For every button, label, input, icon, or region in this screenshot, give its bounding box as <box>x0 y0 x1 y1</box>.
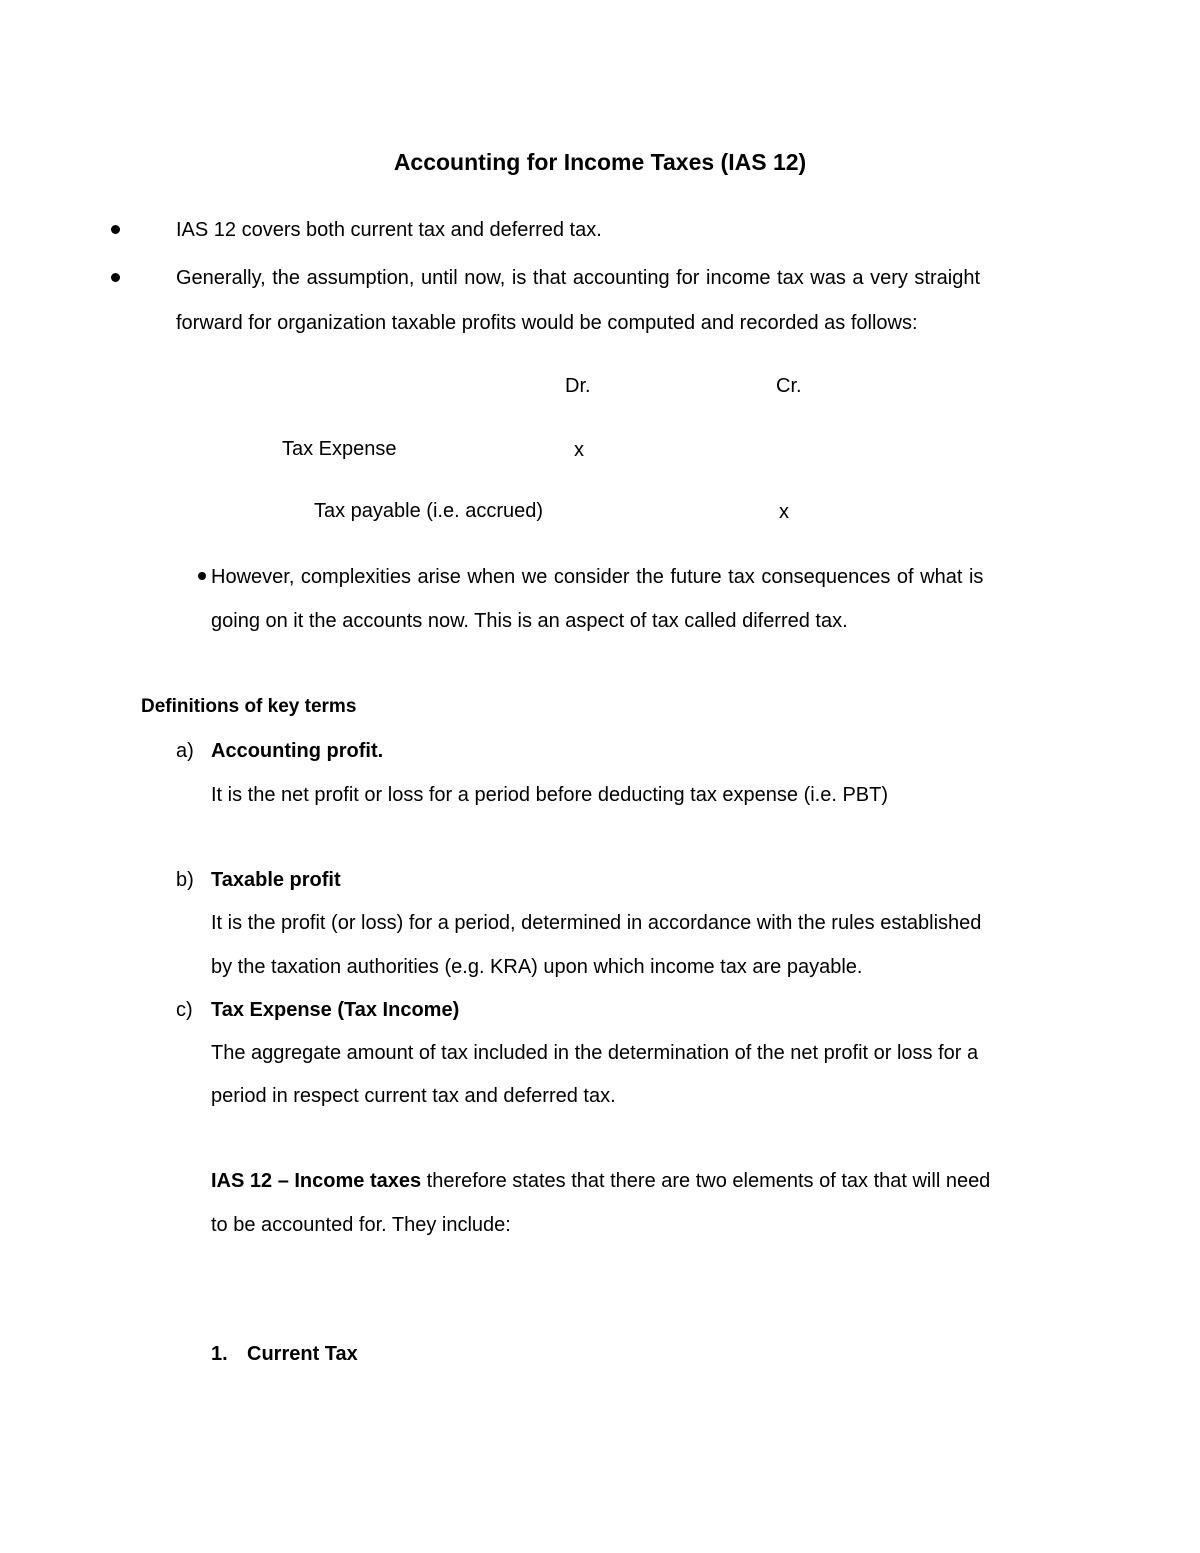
definition-term: Tax Expense (Tax Income) <box>211 999 460 1021</box>
sub-bullet-dot <box>198 572 206 580</box>
journal-cr-header: Cr. <box>776 375 802 397</box>
definition-text: It is the net profit or loss for a period before deducting tax expense (i.e. PBT) <box>211 784 889 806</box>
journal-row2-cr: x <box>779 501 789 523</box>
ias-statement-bold: IAS 12 – Income taxes <box>211 1170 422 1192</box>
bullet-dot <box>111 273 120 282</box>
definition-text: The aggregate amount of tax included in the determination of the net profit or loss for a <box>211 1042 979 1064</box>
definition-marker: c) <box>176 999 193 1021</box>
page-title: Accounting for Income Taxes (IAS 12) <box>393 149 807 175</box>
bullet-text-continued: forward for organization taxable profits would be computed and recorded as follows: <box>176 312 918 334</box>
definition-term: Accounting profit. <box>211 740 384 762</box>
sub-bullet-text-continued: going on it the accounts now. This is an aspect of tax called diferred tax. <box>211 610 848 632</box>
numbered-marker: 1. <box>211 1343 228 1365</box>
definitions-heading: Definitions of key terms <box>141 696 357 717</box>
journal-row1-label: Tax Expense <box>282 438 397 460</box>
definition-text: It is the profit (or loss) for a period, determined in accordance with the rules established <box>211 912 982 934</box>
ias-statement-line1 <box>211 1169 990 1193</box>
definition-marker: b) <box>176 869 194 891</box>
definition-marker: a) <box>176 740 194 762</box>
bullet-text: IAS 12 covers both current tax and deferred tax. <box>176 219 602 241</box>
ias-statement-line2: to be accounted for. They include: <box>211 1214 511 1236</box>
journal-row1-dr: x <box>574 439 584 461</box>
definition-term: Taxable profit <box>211 869 341 891</box>
sub-bullet-text: However, complexities arise when we consider the future tax consequences of what is <box>211 566 984 588</box>
journal-dr-header: Dr. <box>565 375 591 397</box>
bullet-text: Generally, the assumption, until now, is that accounting for income tax was a very straight <box>176 267 981 289</box>
journal-row2-label: Tax payable (i.e. accrued) <box>314 500 544 522</box>
ias-statement-rest: therefore states that there are two elements of tax that will need <box>421 1170 991 1192</box>
numbered-heading: Current Tax <box>247 1343 358 1365</box>
definition-text: by the taxation authorities (e.g. KRA) upon which income tax are payable. <box>211 956 863 978</box>
definition-text: period in respect current tax and deferred tax. <box>211 1085 616 1107</box>
bullet-dot <box>111 225 120 234</box>
